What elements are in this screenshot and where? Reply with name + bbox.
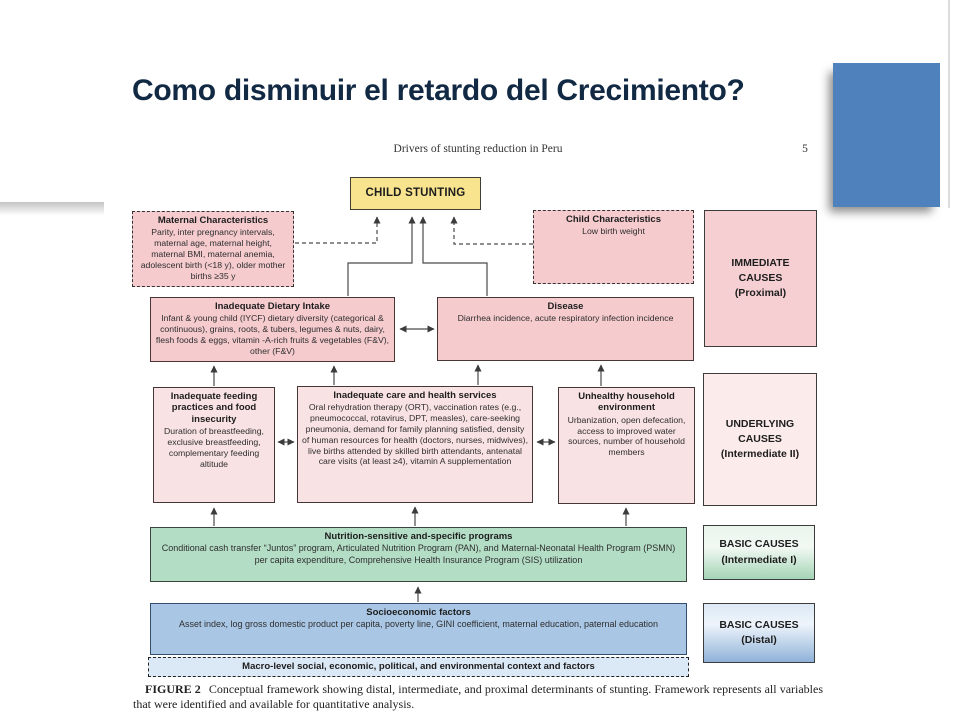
box-title: Macro-level social, economic, political, and environmental context and factors xyxy=(242,661,595,673)
caption-label: FIGURE 2 xyxy=(145,682,201,696)
box-title: IMMEDIATE CAUSES xyxy=(731,256,790,284)
box-child-stunting xyxy=(350,177,481,210)
box-underlying-causes xyxy=(703,373,817,506)
box-body: Asset index, log gross domestic product per capita, poverty line, GINI coefficient, maternal education, paternal education xyxy=(178,619,659,630)
box-child-characteristics xyxy=(533,210,694,284)
box-title: Child Characteristics xyxy=(565,214,662,225)
box-body: Conditional cash transfer “Juntos” program, Articulated Nutrition Program (PAN), and Maternal-Neonatal Health Program (PSMN) per capita expenditure, Comprehensive Health Insurance Program (SIS) utilization xyxy=(161,543,676,565)
box-body: Infant & young child (IYCF) dietary diversity (categorical & continuous), grains, roots, & tubers, legumes & nuts, dairy, flesh foods & eggs, vitamin -A-rich fruits & vegetables (F&V), other (F&V) xyxy=(155,313,390,356)
box-title: Unhealthy household environment xyxy=(578,391,675,414)
box-title: Inadequate feeding practices and food insecurity xyxy=(170,391,258,425)
box-subtitle: (Proximal) xyxy=(734,287,787,300)
figure-running-header: Drivers of stunting reduction in Peru xyxy=(393,143,563,155)
slide-title: Como disminuir el retardo del Crecimiento? xyxy=(132,74,745,107)
left-edge-divider xyxy=(0,202,104,217)
box-body: Diarrhea incidence, acute respiratory infection incidence xyxy=(457,313,674,324)
box-inadequate-dietary-intake xyxy=(150,297,395,362)
box-basic-causes-intermediate xyxy=(703,525,815,580)
box-body: Urbanization, open defecation, access to improved water sources, number of household members xyxy=(567,414,686,458)
box-title: CHILD STUNTING xyxy=(365,186,466,199)
box-inadequate-care-health-services xyxy=(297,386,533,503)
corner-accent-rect xyxy=(833,63,940,207)
box-subtitle: (Distal) xyxy=(741,634,777,646)
box-title: Nutrition-sensitive and-specific programs xyxy=(324,531,513,542)
box-title: BASIC CAUSES xyxy=(719,538,799,551)
box-socioeconomic-factors xyxy=(150,603,687,655)
box-basic-causes-distal xyxy=(703,603,815,663)
box-inadequate-feeding-practices xyxy=(153,387,275,503)
figure-caption xyxy=(133,682,823,713)
box-title: BASIC CAUSES xyxy=(719,618,799,631)
box-body: Duration of breastfeeding, exclusive breastfeeding, complementary feeding altitude xyxy=(164,426,264,469)
caption-text: Conceptual framework showing distal, intermediate, and proximal determinants of stunting. Framework represents all variables that were identified and available for quantitative analysis. xyxy=(133,682,824,712)
box-nutrition-programs xyxy=(150,527,687,582)
box-title: Disease xyxy=(547,301,584,312)
box-body: Low birth weight xyxy=(582,226,645,237)
box-title: UNDERLYING CAUSES xyxy=(725,417,795,445)
box-subtitle: (Intermediate I) xyxy=(721,553,797,566)
box-title: Inadequate care and health services xyxy=(333,390,497,401)
box-body: Oral rehydration therapy (ORT), vaccination rates (e.g., pneumococcal, rotavirus, DPT, measles), care-seeking pneumonia, demand for family planning satisfied, density of human resources for health (doctors, nurses, midwives), live births attended by skilled birth attendants, antenatal care visits (at least ≥4), vitamin A supplementation xyxy=(302,402,528,467)
box-title: Socioeconomic factors xyxy=(366,607,471,618)
box-disease xyxy=(437,297,694,361)
box-unhealthy-household-environment xyxy=(558,387,695,504)
box-title: Inadequate Dietary Intake xyxy=(214,301,331,312)
box-subtitle: (Intermediate II) xyxy=(720,448,800,461)
box-maternal-characteristics xyxy=(132,211,294,287)
page-number: 5 xyxy=(802,143,808,155)
box-title: Maternal Characteristics xyxy=(157,215,269,226)
right-edge-line xyxy=(948,0,950,208)
box-macro-level-context xyxy=(148,657,689,677)
box-immediate-causes xyxy=(704,210,817,347)
box-body: Parity, inter pregnancy intervals, maternal age, maternal height, maternal BMI, maternal anemia, adolescent birth (<18 y), older mother births ≥35 y xyxy=(140,227,286,281)
